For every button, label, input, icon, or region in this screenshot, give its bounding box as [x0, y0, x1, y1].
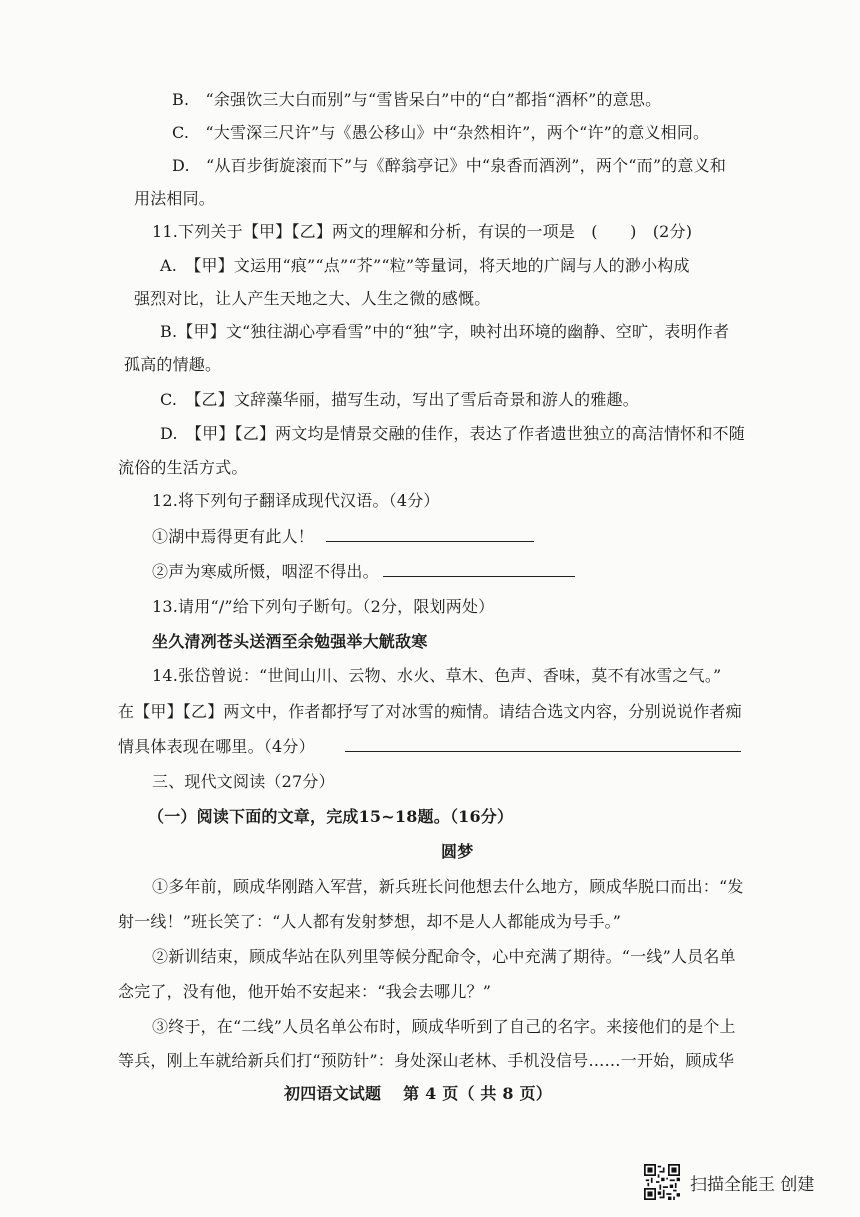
q11-stem: 11.下列关于【甲】【乙】两文的理解和分析，有误的一项是 ( ) (2分) — [152, 222, 693, 241]
scanner-watermark — [644, 1164, 814, 1200]
q12-answer-blank-1[interactable] — [326, 527, 534, 542]
q12-stem: 12.将下列句子翻译成现代汉语。（4分） — [152, 491, 440, 510]
q11-option-b-line2: 孤高的情趣。 — [124, 355, 222, 374]
q13-stem: 13.请用“/”给下列句子断句。（2分，限划两处） — [152, 597, 495, 616]
q11-option-d-line2: 流俗的生活方式。 — [118, 458, 248, 477]
q14-line3 — [118, 736, 741, 758]
qr-code-icon — [644, 1164, 680, 1200]
article-p3-line2: 等兵，刚上车就给新兵们打“预防针”：身处深山老林、手机没信号……一开始，顾成华 — [118, 1051, 735, 1070]
q12-item-2 — [152, 561, 575, 583]
q11-option-b-line1: B.【甲】文“独往湖心亭看雪”中的“独”字，映衬出环境的幽静、空旷，表明作者 — [160, 322, 730, 341]
q10-option-c: C. “大雪深三尺许”与《愚公移山》中“杂然相许”，两个“许”的意义相同。 — [172, 123, 710, 142]
q10-option-b: B. “余强饮三大白而别”与“雪皆呆白”中的“白”都指“酒杯”的意思。 — [172, 90, 662, 109]
q12-answer-blank-2[interactable] — [383, 562, 575, 577]
q14-line2: 在【甲】【乙】两文中，作者都抒写了对冰雪的痴情。请结合选文内容，分别说说作者痴 — [118, 702, 742, 721]
q14-line3-text: 情具体表现在哪里。（4分） — [118, 737, 315, 756]
section3-heading: 三、现代文阅读（27分） — [152, 772, 335, 791]
article-p2-line1: ②新训结束，顾成华站在队列里等候分配命令，心中充满了期待。“一线”人员名单 — [152, 947, 736, 966]
q11-option-a-line2: 强烈对比，让人产生天地之大、人生之微的感慨。 — [134, 289, 491, 308]
q14-line1: 14.张岱曾说：“世间山川、云物、水火、草木、色声、香味，莫不有冰雪之气。” — [152, 666, 722, 685]
watermark-text: 扫描全能王 创建 — [690, 1174, 815, 1195]
article-title: 圆梦 — [441, 842, 474, 861]
article-p1-line1: ①多年前，顾成华刚踏入军营，新兵班长问他想去什么地方，顾成华脱口而出：“发 — [152, 877, 744, 896]
article-p3-line1: ③终于，在“二线”人员名单公布时，顾成华听到了自己的名字。来接他们的是个上 — [152, 1017, 736, 1036]
article-p2-line2: 念完了，没有他，他开始不安起来：“我会去哪儿？” — [118, 982, 492, 1001]
q12-item-1-text: ①湖中焉得更有此人！ — [152, 527, 315, 546]
section3-sub1: （一）阅读下面的文章，完成15~18题。（16分） — [148, 807, 514, 826]
q11-option-a-line1: A. 【甲】文运用“痕”“点”“芥”“粒”等量词，将天地的广阔与人的渺小构成 — [160, 256, 690, 275]
q10-option-d-line1: D. “从百步街旋滚而下”与《醉翁亭记》中“泉香而酒洌”，两个“而”的意义和 — [172, 156, 727, 175]
q12-item-1 — [152, 526, 534, 548]
q11-option-d-line1: D. 【甲】【乙】两文均是情景交融的佳作，表达了作者遗世独立的高洁情怀和不随 — [160, 424, 745, 443]
article-p1-line2: 射一线！”班长笑了：“人人都有发射梦想，却不是人人都能成为号手。” — [118, 912, 622, 931]
q10-option-d-line2: 用法相同。 — [134, 189, 216, 208]
q13-sentence: 坐久清冽苍头送酒至余勉强举大觥敌寒 — [152, 632, 428, 651]
page-footer: 初四语文试题 第 4 页（ 共 8 页） — [284, 1084, 552, 1103]
q11-option-c: C. 【乙】文辞藻华丽，描写生动，写出了雪后奇景和游人的雅趣。 — [160, 390, 639, 409]
q14-answer-blank[interactable] — [345, 737, 741, 752]
q12-item-2-text: ②声为寒威所慑，咽涩不得出。 — [152, 562, 379, 581]
